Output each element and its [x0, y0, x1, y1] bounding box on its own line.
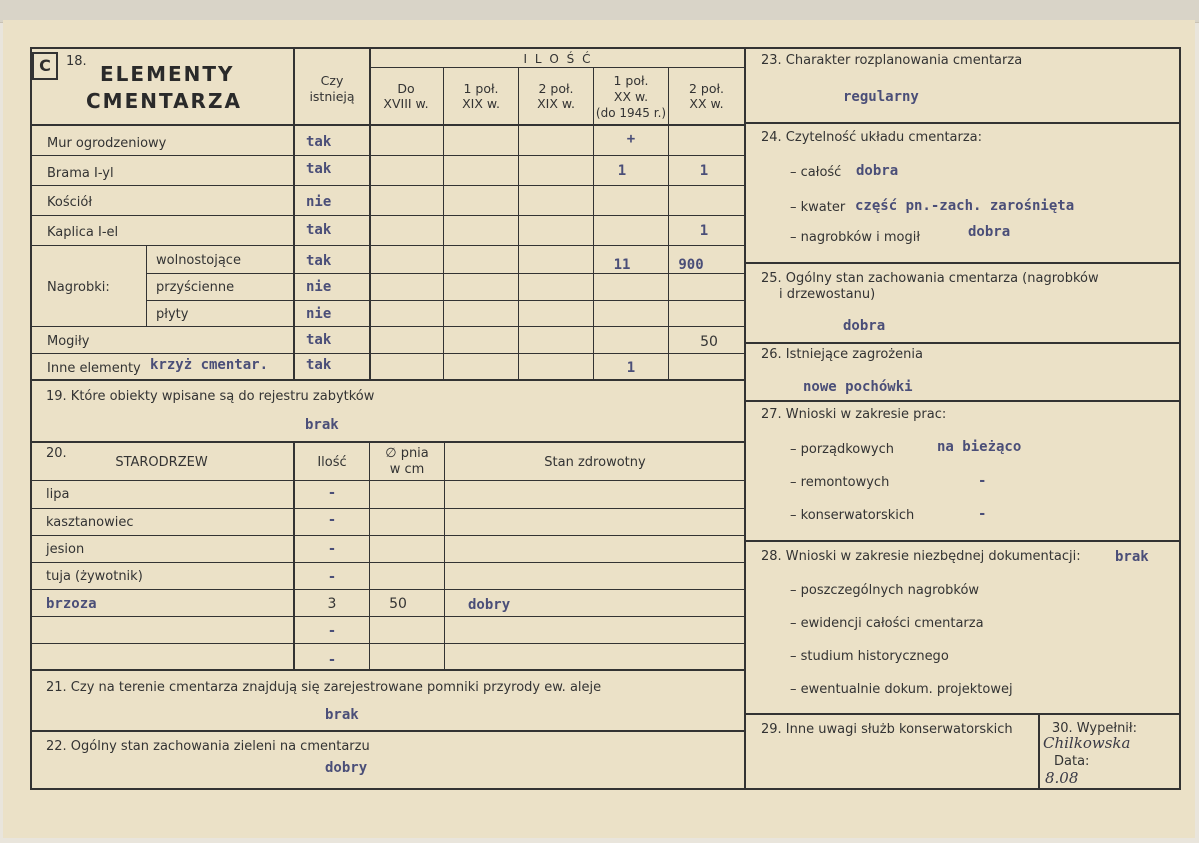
header-exists-line2: istnieją: [309, 89, 355, 104]
header-trunk-diameter-line2: w cm: [389, 462, 425, 477]
row-label: przyścienne: [156, 280, 235, 295]
header-period-1-line1: Do: [397, 81, 415, 96]
row-label: Brama I-yl: [47, 166, 114, 181]
row-qty-1p-xx: 1: [626, 360, 636, 376]
works-item-value: na bieżąco: [937, 439, 1022, 455]
header-period-3-line1: 2 poł.: [538, 81, 574, 96]
section-25-label-line2: i drzewostanu): [779, 287, 876, 302]
legibility-item-value: dobra: [968, 224, 1011, 240]
tree-name: lipa: [46, 487, 70, 502]
tree-qty: -: [327, 623, 337, 639]
row-exists: nie: [306, 306, 332, 322]
legibility-item-label: – nagrobków i mogił: [790, 230, 921, 245]
section-22-label: 22. Ogólny stan zachowania zieleni na cmentarzu: [46, 739, 370, 754]
header-health: Stan zdrowotny: [544, 455, 646, 470]
legibility-item-label: – całość: [790, 165, 842, 180]
section-22-value: dobry: [325, 760, 368, 776]
header-period-4-line1: 1 poł.: [613, 73, 649, 88]
section-25-value: dobra: [843, 318, 886, 334]
row-label: Mur ogrodzeniowy: [47, 136, 167, 151]
row-exists: tak: [306, 332, 332, 348]
header-quantity: I L O Ś Ć: [523, 52, 593, 66]
legibility-item-value: część pn.-zach. zarośnięta: [855, 198, 1075, 214]
tree-diameter: 50: [389, 596, 407, 612]
section-29-label: 29. Inne uwagi służb konserwatorskich: [761, 722, 1013, 737]
header-tree-qty: Ilość: [317, 455, 347, 470]
header-period-5-line1: 2 poł.: [688, 81, 725, 96]
section-20-title: STARODRZEW: [115, 455, 208, 470]
section-23-label: 23. Charakter rozplanowania cmentarza: [761, 53, 1023, 68]
section-19-label: 19. Które obiekty wpisane są do rejestru zabytków: [46, 389, 375, 404]
documentation-item: – studium historycznego: [790, 649, 949, 664]
section-20-number: 20.: [46, 446, 67, 461]
section-26-value: nowe pochówki: [803, 379, 913, 395]
row-qty-1p-xx: +: [626, 131, 636, 147]
header-exists-line1: Czy: [320, 73, 344, 88]
tree-qty: -: [327, 652, 337, 668]
tree-qty: -: [327, 569, 337, 585]
row-qty-2p-xx: 50: [700, 334, 718, 350]
section-26-label: 26. Istniejące zagrożenia: [761, 347, 923, 362]
section-18-title-line1: ELEMENTY: [100, 62, 235, 86]
row-label: Kaplica I-el: [47, 225, 119, 240]
header-period-2-line2: XIX w.: [462, 96, 500, 111]
row-exists: tak: [306, 222, 332, 238]
nagrobki-group-label: Nagrobki:: [47, 280, 110, 295]
row-qty-1p-xx: 11: [613, 257, 631, 273]
row-exists: nie: [306, 194, 332, 210]
header-trunk-diameter-line1: ∅ pnia: [385, 446, 429, 461]
row-label: Mogiły: [47, 334, 90, 349]
row-qty-2p-xx: 900: [678, 257, 704, 273]
row-label: płyty: [156, 307, 189, 322]
row-exists: tak: [306, 253, 332, 269]
section-25-label-line1: 25. Ogólny stan zachowania cmentarza (nagrobków: [761, 271, 1099, 286]
row-qty-2p-xx: 1: [699, 163, 709, 179]
header-period-3-line2: XIX w.: [537, 96, 575, 111]
tree-name: brzoza: [46, 596, 97, 612]
row-label: Kościół: [47, 195, 93, 210]
works-item-label: – porządkowych: [790, 442, 894, 457]
section-21-value: brak: [325, 707, 359, 723]
header-period-4-line3: (do 1945 r.): [595, 106, 667, 120]
legibility-item-label: – kwater: [790, 200, 846, 215]
section-23-value: regularny: [843, 89, 919, 105]
section-18-title-line2: CMENTARZA: [86, 89, 242, 113]
section-19-value: brak: [305, 417, 339, 433]
row-qty-1p-xx: 1: [617, 163, 627, 179]
row-extra: krzyż cmentar.: [150, 357, 269, 373]
section-28-label: 28. Wnioski w zakresie niezbędnej dokumentacji:: [761, 549, 1081, 564]
tree-name: jesion: [46, 542, 85, 557]
row-exists: tak: [306, 161, 332, 177]
section-27-label: 27. Wnioski w zakresie prac:: [761, 407, 947, 422]
works-item-label: – konserwatorskich: [790, 508, 915, 523]
date-label: Data:: [1054, 754, 1090, 769]
documentation-item: – poszczególnych nagrobków: [790, 583, 980, 598]
works-item-value: -: [978, 506, 987, 522]
section-24-label: 24. Czytelność układu cmentarza:: [761, 130, 983, 145]
tree-qty: -: [327, 512, 337, 528]
filled-by-signature: Chilkowska: [1043, 734, 1131, 752]
documentation-item: – ewentualnie dokum. projektowej: [790, 682, 1013, 697]
section-30-label: 30. Wypełnił:: [1052, 721, 1137, 736]
tree-health: dobry: [468, 597, 511, 613]
row-label: wolnostojące: [156, 253, 241, 268]
tree-qty: 3: [327, 596, 337, 612]
header-period-2-line1: 1 poł.: [463, 81, 499, 96]
row-exists: nie: [306, 279, 332, 295]
row-exists: tak: [306, 357, 332, 373]
tree-qty: -: [327, 541, 337, 557]
tree-name: kasztanowiec: [46, 515, 134, 530]
works-item-value: -: [978, 473, 987, 489]
tree-qty: -: [327, 485, 337, 501]
section-18-number: 18.: [66, 54, 87, 69]
section-letter: C: [32, 52, 58, 80]
legibility-item-value: dobra: [856, 163, 899, 179]
header-period-1-line2: XVIII w.: [383, 96, 429, 111]
row-qty-2p-xx: 1: [699, 223, 709, 239]
section-28-value: brak: [1115, 549, 1149, 565]
row-label: Inne elementy: [47, 361, 141, 376]
row-exists: tak: [306, 134, 332, 150]
header-period-5-line2: XX w.: [689, 96, 724, 111]
tree-name: tuja (żywotnik): [46, 569, 143, 584]
date-value: 8.08: [1045, 769, 1079, 787]
section-21-label: 21. Czy na terenie cmentarza znajdują się zarejestrowane pomniki przyrody ew. aleje: [46, 680, 602, 695]
header-period-4-line2: XX w.: [613, 89, 649, 104]
works-item-label: – remontowych: [790, 475, 890, 490]
documentation-item: – ewidencji całości cmentarza: [790, 616, 984, 631]
